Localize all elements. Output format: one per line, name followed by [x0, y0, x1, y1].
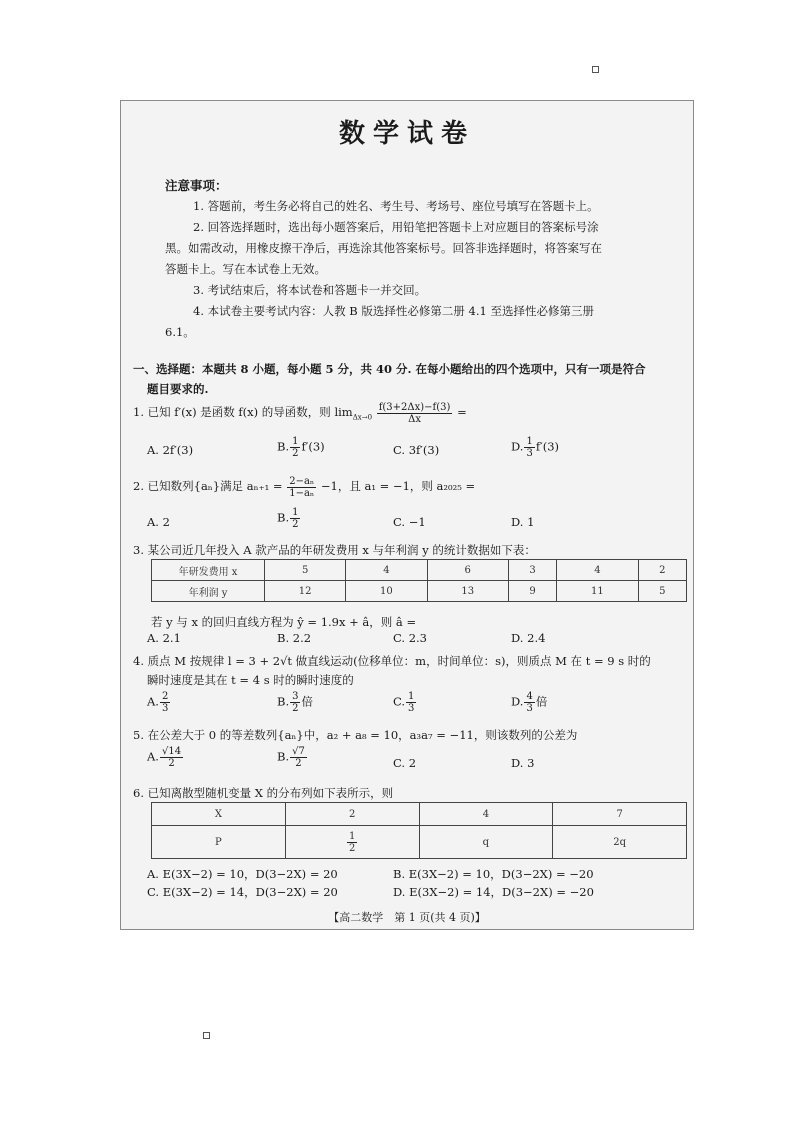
q2-option-b: B. $\frac{1}{2}$ [277, 507, 299, 530]
q1-option-c: C. 3f′(3) [393, 443, 440, 457]
table-cell: 11 [557, 581, 638, 602]
q1-option-a: A. 2f′(3) [147, 443, 194, 457]
question-5-stem: 5. 在公差大于 0 的等差数列{aₙ}中，a₂ + a₈ = 10，a₃a₇ = −11，则该数列的公差为 [133, 728, 578, 742]
q3-option-d: D. 2.4 [511, 631, 546, 645]
question-3-stem: 3. 某公司近几年投入 A 款产品的年研发费用 x 与年利润 y 的统计数据如下表： [133, 543, 536, 557]
notice-item: 4. 本试卷主要考试内容：人教 B 版选择性必修第二册 4.1 至选择性必修第三册 [193, 304, 594, 318]
q6-option-d: D. E(3X−2) = 14，D(3−2X) = −20 [393, 885, 594, 899]
table-cell: 13 [427, 581, 508, 602]
q3-option-b: B. 2.2 [277, 631, 312, 645]
table-cell: 5 [638, 581, 686, 602]
section-header-cont: 题目要求的. [147, 382, 209, 396]
q3-regression-line: 若 y 与 x 的回归直线方程为 ŷ = 1.9x + â，则 â = [151, 615, 417, 629]
table-cell: X [152, 803, 286, 826]
q3-option-c: C. 2.3 [393, 631, 427, 645]
table-cell: $\frac{1}{2}$ [285, 826, 419, 859]
notice-item: 答题卡上。写在本试卷上无效。 [165, 262, 326, 276]
table-cell: 3 [508, 560, 556, 581]
notice-item: 3. 考试结束后，将本试卷和答题卡一并交回。 [193, 283, 427, 297]
table-cell: 年利润 y [152, 581, 265, 602]
q2-fraction: $\frac{\text{2−aₙ}}{\text{1−aₙ}}$ [289, 475, 315, 499]
q4-option-b: B. $\frac{3}{2}$ 倍 [277, 691, 313, 714]
q5-option-d: D. 3 [511, 756, 535, 770]
notice-heading: 注意事项： [165, 178, 228, 193]
q1-fraction: $\frac{f(3+2\Delta x)-f(3)}{\Delta x}$ [378, 401, 451, 425]
table-cell: 2 [285, 803, 419, 826]
table-cell: 7 [553, 803, 687, 826]
question-6-stem: 6. 已知离散型随机变量 X 的分布列如下表所示，则 [133, 786, 394, 800]
q6-option-b: B. E(3X−2) = 10，D(3−2X) = −20 [393, 867, 594, 881]
q6-option-a: A. E(3X−2) = 10，D(3−2X) = 20 [147, 867, 338, 881]
corner-mark-bottom [203, 1032, 210, 1039]
q4-option-a: A. $\frac{2}{3}$ [147, 691, 169, 714]
corner-mark-top [592, 66, 599, 73]
table-cell: 4 [346, 560, 427, 581]
table-cell: P [152, 826, 286, 859]
table-cell: 年研发费用 x [152, 560, 265, 581]
exam-paper [120, 100, 694, 930]
question-4-stem-cont: 瞬时速度是其在 t = 4 s 时的瞬时速度的 [147, 673, 354, 687]
table-cell: 4 [557, 560, 638, 581]
question-2-stem: 2. 已知数列{aₙ}满足 aₙ₊₁ = $\frac{\text{2−aₙ}}{\text{1−aₙ}}$ −1，且 a₁ = −1，则 a₂₀₂₅ = [133, 475, 476, 499]
question-1-stem: 1. 已知 f′(x) 是函数 f(x) 的导函数，则 $\lim_{\Delta x\to 0}$ $\frac{f(3+2\Delta x)-f(3)}{\Delta x}$ = [133, 401, 467, 425]
q5-option-c: C. 2 [393, 756, 417, 770]
notice-item: 黑。如需改动，用橡皮擦干净后，再选涂其他答案标号。回答非选择题时，将答案写在 [165, 241, 602, 255]
table-cell: 12 [265, 581, 346, 602]
q2-option-c: C. −1 [393, 515, 426, 529]
q4-option-d: D. $\frac{4}{3}$ 倍 [511, 691, 548, 714]
q5-option-b: B. $\frac{√7}{2}$ [277, 746, 305, 769]
q4-option-c: C. $\frac{1}{3}$ [393, 691, 415, 714]
q3-option-a: A. 2.1 [147, 631, 181, 645]
table-cell: 2 [638, 560, 686, 581]
notice-item: 2. 回答选择题时，选出每小题答案后，用铅笔把答题卡上对应题目的答案标号涂 [193, 220, 599, 234]
notice-item: 1. 答题前，考生务必将自己的姓名、考生号、考场号、座位号填写在答题卡上。 [193, 199, 599, 213]
q1-option-b: B. $\frac{1}{2}$ f′(3) [277, 436, 325, 459]
table-cell: 2q [553, 826, 687, 859]
table-cell: 5 [265, 560, 346, 581]
page-footer: 【高二数学 第 1 页(共 4 页)】 [328, 911, 486, 924]
q2-option-a: A. 2 [147, 515, 170, 529]
exam-title: 数学试卷 [338, 119, 475, 149]
table-cell: q [419, 826, 553, 859]
table-cell: 4 [419, 803, 553, 826]
q2-option-d: D. 1 [511, 515, 535, 529]
q1-option-d: D. $\frac{1}{3}$ f′(3) [511, 436, 560, 459]
table-cell: 9 [508, 581, 556, 602]
table-cell: 6 [427, 560, 508, 581]
q5-option-a: A. $\frac{√14}{2}$ [147, 746, 182, 769]
question-4-stem: 4. 质点 M 按规律 l = 3 + 2√t 做直线运动(位移单位：m，时间单位：s)，则质点 M 在 t = 9 s 时的 [133, 654, 651, 668]
q6-distribution-table [151, 802, 687, 859]
q3-data-table [151, 559, 687, 602]
table-cell: 10 [346, 581, 427, 602]
notice-item: 6.1。 [165, 325, 195, 339]
section-header: 一、选择题：本题共 8 小题，每小题 5 分，共 40 分. 在每小题给出的四个选项中，只有一项是符合 [133, 362, 646, 376]
q6-option-c: C. E(3X−2) = 14，D(3−2X) = 20 [147, 885, 338, 899]
